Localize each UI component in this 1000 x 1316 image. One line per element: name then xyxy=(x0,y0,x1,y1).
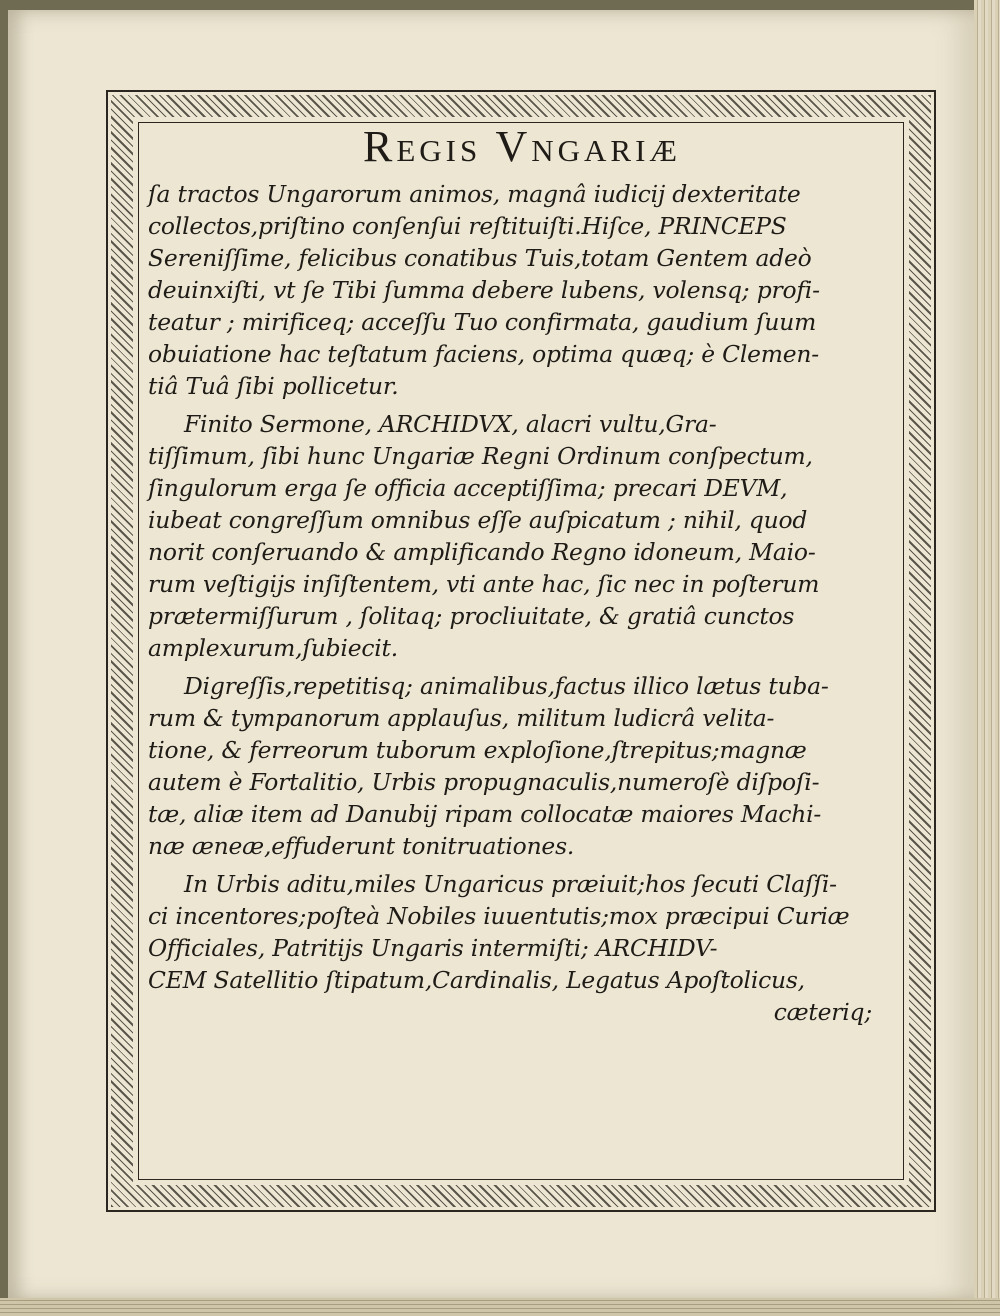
text-line: ſingulorum erga ſe officia acceptiſſima; precari DEVM, xyxy=(148,474,788,502)
paragraph-start: Finito Sermone, ARCHIDVX, alacri vultu,Gra- xyxy=(184,410,717,438)
paragraph-start: In Urbis aditu,miles Ungaricus præiuit;hos ſecuti Claſſi- xyxy=(184,870,837,898)
text-line: iubeat congreſſum omnibus eſſe auſpicatum ; nihil, quod xyxy=(148,506,808,534)
running-head: Regis Vngariæ xyxy=(363,122,681,171)
text-line: ci incentores;poſteà Nobiles iuuentutis;mox præcipui Curiæ xyxy=(148,902,850,930)
book-page xyxy=(8,10,976,1300)
catchword: cæteriq; xyxy=(773,998,872,1026)
text-line: obuiatione hac teſtatum faciens, optima quæq; è Clemen- xyxy=(148,340,819,368)
text-line: deuinxiſti, vt ſe Tibi ſumma debere lubens, volensq; profi- xyxy=(148,276,820,304)
text-line: Officiales, Patritijs Ungaris intermiſti; ARCHIDV- xyxy=(148,934,718,962)
text-line: tione, & ferreorum tuborum exploſione,ſtrepitus;magnæ xyxy=(148,736,807,764)
text-line: tæ, aliæ item ad Danubij ripam collocatæ maiores Machi- xyxy=(148,800,822,828)
page-bottom-edge xyxy=(0,1298,1000,1316)
text-block xyxy=(148,122,896,1184)
text-line: amplexurum,ſubiecit. xyxy=(148,634,398,662)
text-line: næ æneæ,effuderunt tonitruationes. xyxy=(148,832,575,860)
text-line: CEM Satellitio ſtipatum,Cardinalis, Legatus Apoſtolicus, xyxy=(148,966,805,994)
text-line: ſa tractos Ungarorum animos, magnâ iudicij dexteritate xyxy=(148,180,801,208)
text-line: teatur ; mirificeq; acceſſu Tuo confirmata, gaudium ſuum xyxy=(148,308,817,336)
page-edges xyxy=(974,0,1000,1316)
text-line: rum & tympanorum applauſus, militum ludicrâ velita- xyxy=(148,704,775,732)
text-line: norit conſeruando & amplificando Regno idoneum, Maio- xyxy=(148,538,816,566)
text-line: tiâ Tuâ ſibi pollicetur. xyxy=(148,372,399,400)
text-line: tiſſimum, ſibi hunc Ungariæ Regni Ordinum conſpectum, xyxy=(148,442,813,470)
text-line: autem è Fortalitio, Urbis propugnaculis,numeroſè diſpoſi- xyxy=(148,768,820,796)
text-line: prætermiſſurum , ſolitaq; procliuitate, & gratiâ cunctos xyxy=(148,602,795,630)
text-line: rum veſtigijs inſiſtentem, vti ante hac, ſic nec in poſterum xyxy=(148,570,820,598)
text-line: collectos,priſtino conſenſui reſtituiſti.Hiſce, PRINCEPS xyxy=(148,212,787,240)
paragraph-start: Digreſſis,repetitisq; animalibus,factus illico lætus tuba- xyxy=(184,672,829,700)
text-line: Sereniſſime, felicibus conatibus Tuis,totam Gentem adeò xyxy=(148,244,812,272)
